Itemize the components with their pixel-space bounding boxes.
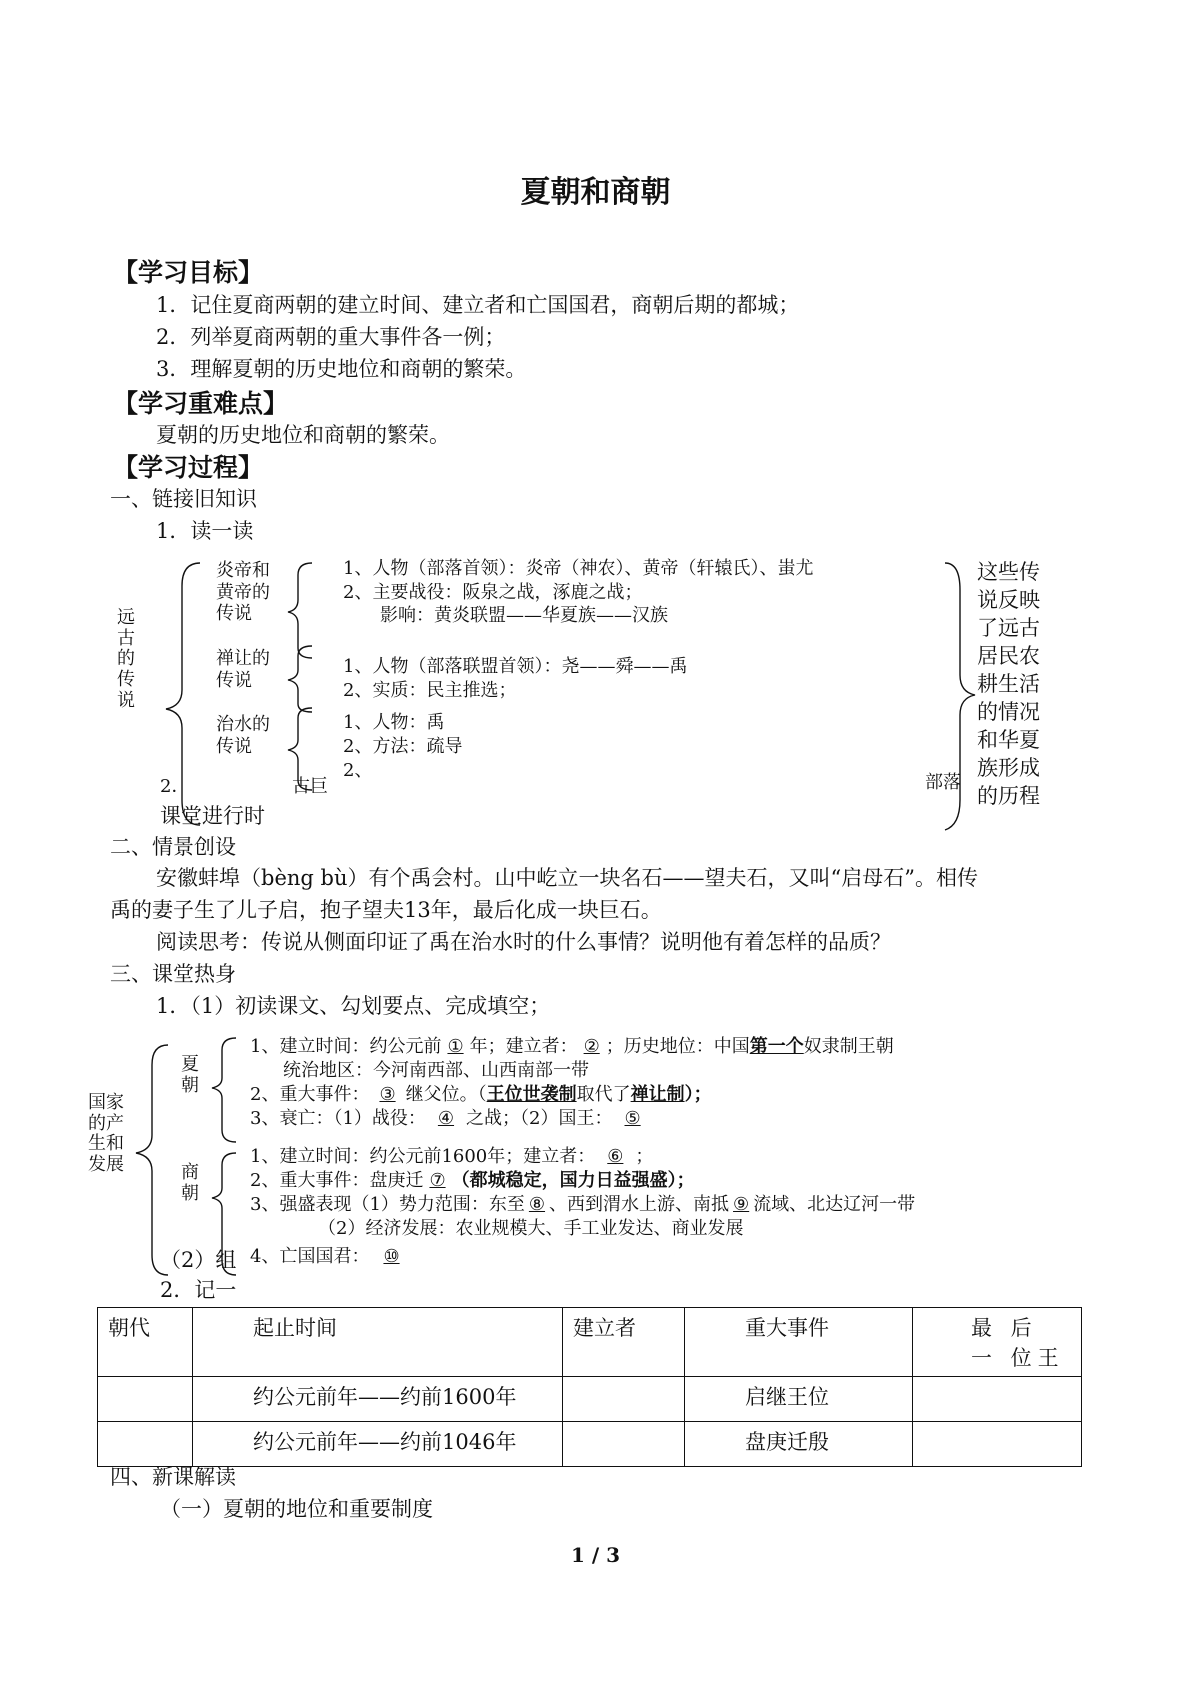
- xia-line-3: 3、衰亡：（1）战役： ④ 之战；（2）国王： ⑤: [250, 1108, 653, 1130]
- cell-dynasty[interactable]: [98, 1422, 193, 1467]
- table-header-row: [98, 1308, 1082, 1377]
- cell-last-king[interactable]: [913, 1377, 1082, 1422]
- group-1-line-2: 2、主要战役：阪泉之战，涿鹿之战；: [343, 582, 643, 603]
- group-1-line-3: 影响：黄炎联盟——华夏族——汉族: [380, 605, 668, 626]
- objective-item-2: 2．列举夏商两朝的重大事件各一例；: [156, 325, 506, 349]
- legend-conclusion: 这些传说反映了远古居民农耕生活的情况和华夏族形成的历程: [977, 560, 1040, 808]
- table-row: [98, 1377, 1082, 1422]
- blank-2[interactable]: ②: [583, 1036, 600, 1057]
- group-3-line-2: 2、方法：疏导: [343, 736, 463, 757]
- key-points-text: 夏朝的历史地位和商朝的繁荣。: [156, 423, 450, 447]
- occluded-line-1: （2）组: [160, 1248, 237, 1272]
- group-3-line-3: 2、: [343, 760, 373, 781]
- group-2-line-2: 2、实质：民主推选；: [343, 680, 517, 701]
- abdication-system: 禅让制: [630, 1084, 685, 1105]
- cell-dynasty[interactable]: [98, 1377, 193, 1422]
- cell-event: 启继王位: [685, 1377, 913, 1422]
- group-brace-1: [288, 563, 312, 658]
- blank-9[interactable]: ⑨: [733, 1194, 750, 1215]
- shang-line-1: 1、建立时间：约公元前1600年；建立者： ⑥ ；: [250, 1146, 654, 1167]
- fragment-right: 部落: [925, 772, 961, 793]
- shang-name: 商朝: [181, 1162, 199, 1204]
- state-root: 国家的产生和发展: [88, 1092, 124, 1176]
- shang-line-4: 4、亡国国君： ⑩: [250, 1246, 414, 1268]
- group-2-name: 禅让的传说: [216, 648, 270, 691]
- part2-para1: 安徽蚌埠（bèng bù）有个禹会村。山中屹立一块名石——望夫石，又叫“启母石”。相传: [156, 866, 978, 890]
- header-period: 起止时间: [193, 1308, 563, 1377]
- part4-title: 四、新课解读: [110, 1465, 236, 1489]
- header-last-king: 最 后 一 位王: [913, 1308, 1082, 1377]
- table-row: [98, 1422, 1082, 1467]
- group-brace-2: [288, 646, 312, 712]
- cell-last-king[interactable]: [913, 1422, 1082, 1467]
- fragment-left: 2．: [160, 776, 190, 797]
- group-1-name: 炎帝和黄帝的传说: [216, 560, 270, 625]
- header-dynasty: 朝代: [98, 1308, 193, 1377]
- page-title: 夏朝和商朝: [520, 175, 671, 210]
- blank-8[interactable]: ⑧: [528, 1194, 546, 1215]
- group-2-line-1: 1、人物（部落联盟首领）：尧——舜——禹: [343, 656, 688, 677]
- hereditary-system: 王位世袭制: [486, 1084, 577, 1105]
- part4-sub: （一）夏朝的地位和重要制度: [160, 1497, 433, 1521]
- first-dynasty: 第一个: [749, 1036, 804, 1057]
- part2-para2: 阅读思考：传说从侧面印证了禹在治水时的什么事情？说明他有着怎样的品质？: [156, 930, 891, 954]
- part3-task1: 1．（1）初读课文、勾划要点、完成填空；: [156, 994, 551, 1018]
- process-heading: 【学习过程】: [113, 453, 264, 482]
- blank-6[interactable]: ⑥: [607, 1146, 624, 1167]
- xia-line-1: 1、建立时间：约公元前 ① 年；建立者： ② ；历史地位：中国第一个奴隶制王朝: [250, 1036, 894, 1057]
- part2-para1b: 禹的妻子生了儿子启，抱子望夫13年，最后化成一块巨石。: [110, 898, 662, 922]
- blank-10[interactable]: ⑩: [383, 1246, 400, 1267]
- objectives-heading: 【学习目标】: [113, 258, 264, 287]
- blank-5[interactable]: ⑤: [624, 1108, 641, 1129]
- occluded-line-2: 2．记一: [160, 1278, 237, 1302]
- cell-period: 约公元前年——约前1600年: [193, 1377, 563, 1422]
- header-event: 重大事件: [685, 1308, 913, 1377]
- state-root-brace: [136, 1045, 168, 1275]
- dynasty-table: [97, 1307, 1082, 1467]
- objective-item-3: 3．理解夏朝的历史地位和商朝的繁荣。: [156, 357, 527, 381]
- objective-item-1: 1．记住夏商两朝的建立时间、建立者和亡国国君，商朝后期的都城；: [156, 293, 800, 317]
- blank-4[interactable]: ④: [437, 1108, 455, 1129]
- shang-line-2: 2、重大事件：盘庚迁 ⑦ （都城稳定，国力日益强盛）；: [250, 1170, 695, 1191]
- part1-title: 一、链接旧知识: [110, 487, 257, 511]
- part3-title: 三、课堂热身: [110, 962, 236, 986]
- xia-name: 夏朝: [181, 1054, 199, 1096]
- fragment-mid: 古巨: [292, 776, 328, 797]
- cell-founder[interactable]: [563, 1422, 685, 1467]
- header-founder: 建立者: [563, 1308, 685, 1377]
- shang-line-3: 3、强盛表现（1）势力范围：东至 ⑧ 、西到渭水上游、南抵 ⑨ 流域、北达辽河一带: [250, 1194, 916, 1215]
- cell-founder[interactable]: [563, 1377, 685, 1422]
- cell-event: 盘庚迁殷: [685, 1422, 913, 1467]
- group-3-line-1: 1、人物：禹: [343, 712, 445, 733]
- blank-3[interactable]: ③: [379, 1084, 396, 1105]
- group-1-line-1: 1、人物（部落首领）：炎帝（神农）、黄帝（轩辕氏）、蚩尤: [343, 558, 814, 579]
- key-points-heading: 【学习重难点】: [113, 389, 289, 418]
- xia-line-2: 2、重大事件： ③ 继父位。（王位世袭制取代了禅让制）；: [250, 1084, 712, 1105]
- legend-root: 远古的传说: [117, 607, 135, 711]
- group-3-name: 治水的传说: [216, 714, 270, 757]
- xia-line-1b: 统治地区：今河南西部、山西南部一带: [283, 1060, 589, 1081]
- cell-period: 约公元前年——约前1046年: [193, 1422, 563, 1467]
- class-time-label: 课堂进行时: [160, 804, 265, 828]
- shang-line-3b: （2）经济发展：农业规模大、手工业发达、商业发展: [318, 1218, 744, 1239]
- part1-sub1: 1．读一读: [156, 519, 254, 543]
- part2-title: 二、情景创设: [110, 835, 236, 859]
- blank-1[interactable]: ①: [447, 1036, 464, 1057]
- xia-brace: [212, 1038, 236, 1142]
- blank-7[interactable]: ⑦: [429, 1170, 446, 1191]
- page-number: 1 / 3: [570, 1543, 621, 1567]
